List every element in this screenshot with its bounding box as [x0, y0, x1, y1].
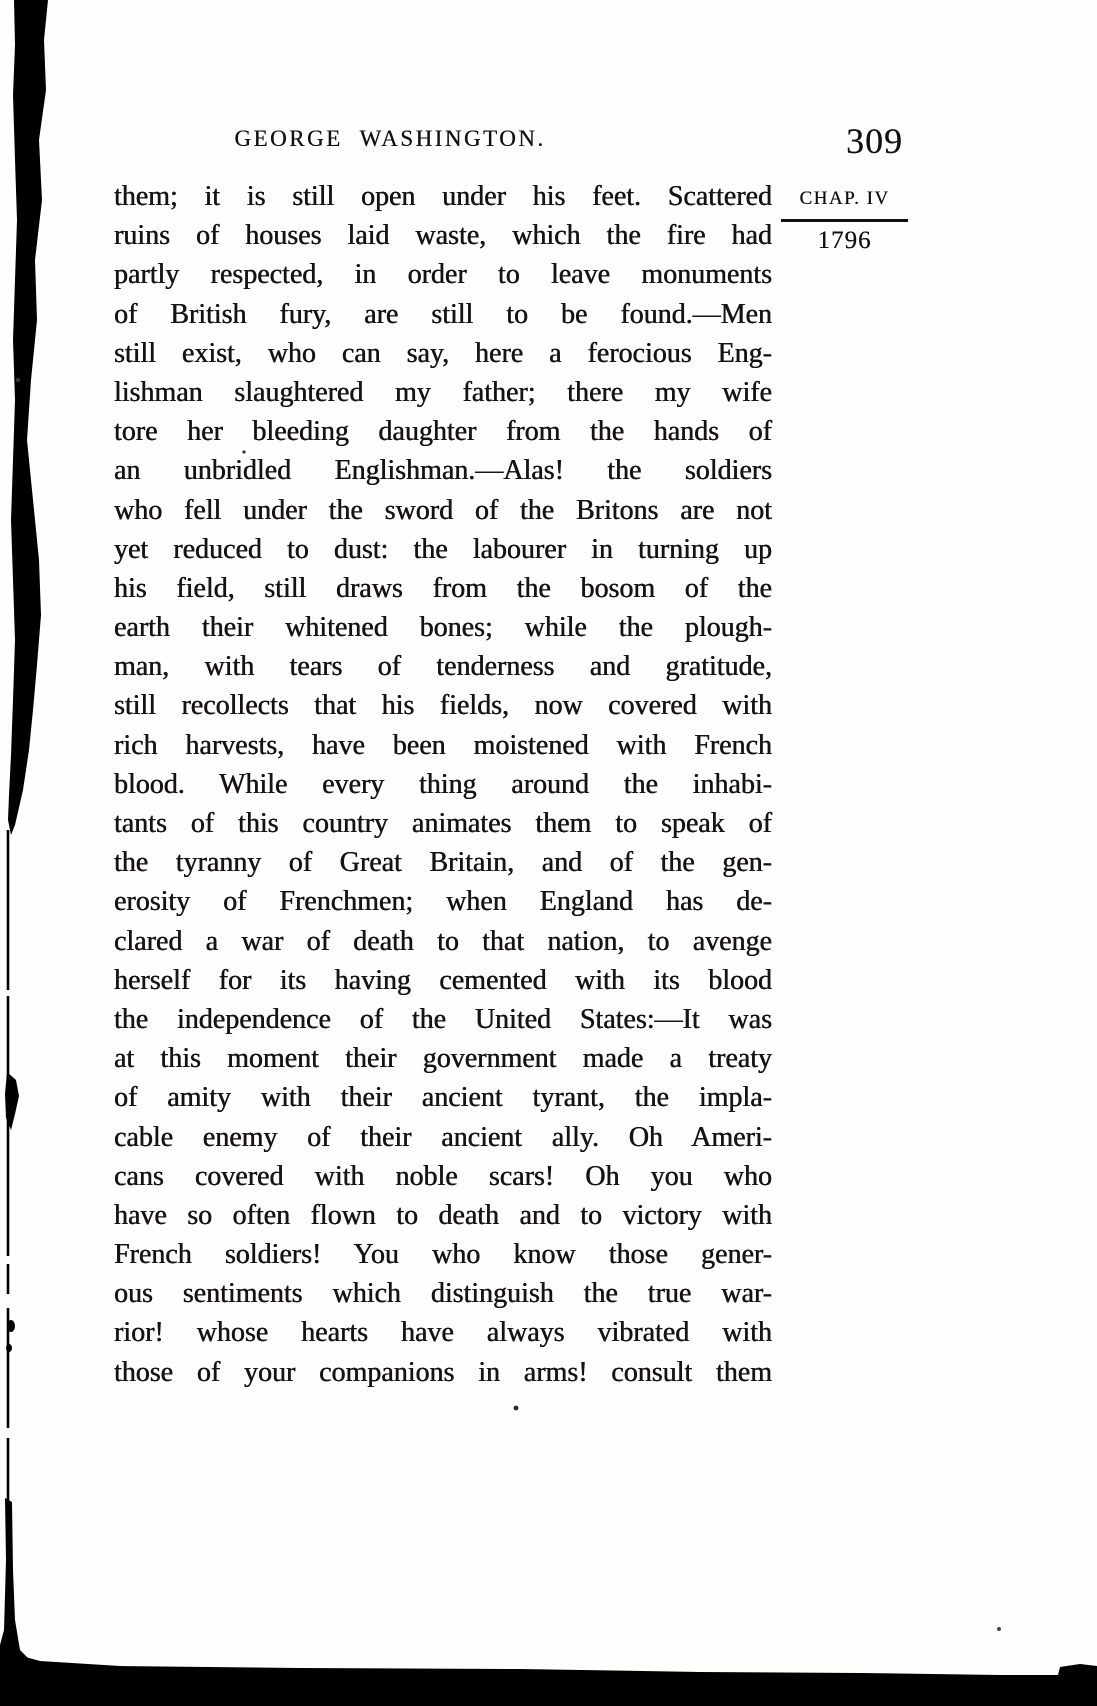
text-line: those of your companions in arms! consult them [114, 1356, 772, 1388]
text-line: yet reduced to dust: the labourer in turning up [114, 533, 772, 565]
scan-corner-taper [0, 1498, 28, 1658]
margin-note-divider [781, 219, 908, 222]
text-line: rior! whose hearts have always vibrated with [114, 1317, 772, 1349]
scan-gutter-strip [8, 0, 48, 835]
text-line: earth their whitened bones; while the plough- [114, 612, 772, 644]
text-line: who fell under the sword of the Britons are not [114, 494, 772, 526]
margin-note [781, 188, 908, 255]
text-line: lishman slaughtered my father; there my wife [114, 376, 772, 408]
text-line: man, with tears of tenderness and gratitude, [114, 651, 772, 683]
text-line: herself for its having cemented with its blood [114, 964, 772, 996]
margin-note-chapter: CHAP. IV [799, 188, 890, 209]
running-head: GEORGE WASHINGTON. [234, 126, 546, 151]
text-line: at this moment their government made a treaty [114, 1043, 772, 1075]
text-line: blood. While every thing around the inhabi- [114, 768, 772, 800]
text-line: still exist, who can say, here a ferocious Eng- [114, 337, 772, 369]
text-line: still recollects that his fields, now covered with [114, 690, 772, 722]
page-body-text [114, 177, 772, 1392]
text-line: tants of this country animates them to speak of [114, 808, 772, 839]
text-line: cable enemy of their ancient ally. Oh Ameri- [114, 1121, 772, 1153]
text-line: partly respected, in order to leave monuments [114, 259, 772, 291]
scan-speck [514, 1406, 519, 1411]
text-line: them; it is still open under his feet. Scattered [114, 181, 772, 212]
text-line: ruins of houses laid waste, which the fire had [114, 220, 772, 252]
text-line: clared a war of death to that nation, to avenge [114, 925, 772, 957]
scan-bottom-band [0, 1650, 1097, 1706]
text-line: French soldiers! You who know those gener- [114, 1239, 772, 1271]
text-line: the independence of the United States:—It was [114, 1003, 772, 1035]
text-line: of amity with their ancient tyrant, the impla- [114, 1082, 772, 1114]
page-number: 309 [846, 121, 903, 161]
scan-edge-blob [5, 1072, 19, 1130]
text-line: have so often flown to death and to victory with [114, 1199, 772, 1231]
text-line: of British fury, are still to be found.—Men [114, 298, 772, 330]
text-line: tore her bleeding daughter from the hands of [114, 416, 772, 448]
text-line: erosity of Frenchmen; when England has de- [114, 886, 772, 918]
text-line: rich harvests, have been moistened with French [114, 729, 772, 761]
scan-speck [16, 378, 20, 382]
text-line: the tyranny of Great Britain, and of the gen- [114, 847, 772, 879]
text-line: ous sentiments which distinguish the true war- [114, 1278, 772, 1310]
text-line: his field, still draws from the bosom of the [114, 572, 772, 604]
text-line: an unbridled Englishman.—Alas! the soldiers [114, 455, 772, 487]
text-line: cans covered with noble scars! Oh you who [114, 1160, 772, 1192]
scan-edge-speck [6, 1344, 12, 1352]
margin-note-year: 1796 [817, 227, 872, 254]
scan-speck [997, 1627, 1001, 1631]
scan-edge-speck [7, 1320, 15, 1332]
